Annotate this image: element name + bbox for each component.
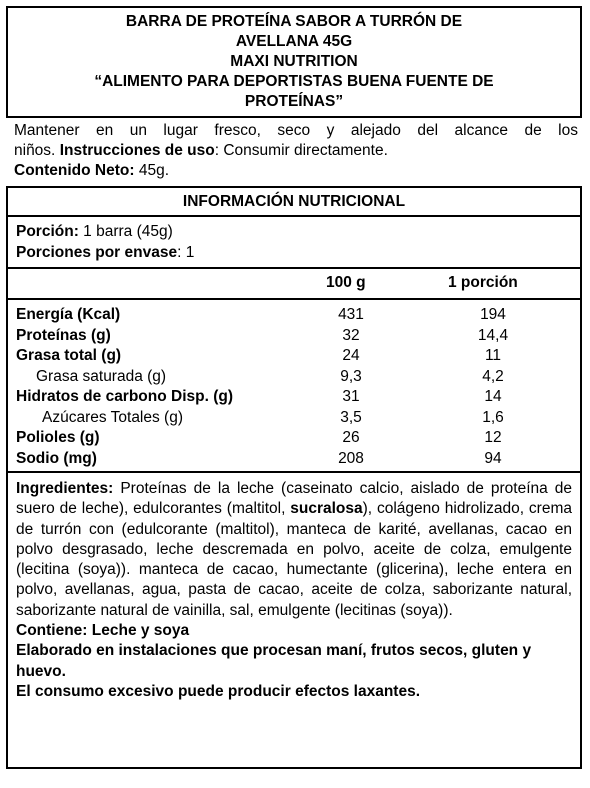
servings-label: Porciones por envase	[16, 244, 178, 261]
nutrient-label: Sodio (mg)	[16, 449, 97, 467]
table-row	[8, 449, 580, 470]
value-100g: 9,3	[340, 367, 362, 385]
nutrient-label: Grasa total (g)	[16, 347, 122, 364]
value-portion: 4,2	[482, 367, 504, 385]
value-portion: 11	[484, 347, 502, 364]
value-portion: 14,4	[477, 326, 509, 344]
table-row	[8, 326, 580, 347]
value-100g: 208	[338, 449, 364, 467]
nutrition-rows	[8, 300, 580, 473]
nutrient-label: Polioles (g)	[16, 429, 100, 446]
nutrient-label: Energía (Kcal)	[16, 306, 121, 323]
value-portion: 14	[484, 388, 502, 405]
allergen-facility-warning: Elaborado en instalaciones que procesan maní, frutos secos, gluten y huevo.	[16, 642, 532, 680]
value-100g: 31	[342, 388, 360, 405]
ingredients-label: Ingredientes:	[16, 480, 114, 497]
value-100g: 24	[342, 347, 360, 364]
net-content	[14, 161, 578, 181]
table-row	[8, 428, 580, 449]
ingredients-text-b: ), colágeno hidrolizado, crema de turrón con (edulcorante (maltitol), manteca de karité, avellanas, cacao en polvo desgrasado, leche descremada en polvo, aceite de colza, emulgente (lecitina (soya)). manteca de cacao, humectante (glicerina), leche entera en polvo, avellanas, agua, pasta de cacao, aceite de colza, saborizante natural, saborizante natural de vainilla, sal, emulgente (lecitinas (soya)).	[16, 500, 572, 619]
table-row	[8, 367, 580, 388]
portion-size	[16, 221, 572, 242]
product-claim-line-1: “ALIMENTO PARA DEPORTISTAS BUENA FUENTE DE	[94, 73, 494, 90]
nutrient-label: Proteínas (g)	[16, 326, 111, 344]
product-name-line-1: BARRA DE PROTEÍNA SABOR A TURRÓN DE	[125, 13, 463, 30]
product-claim-line-2: PROTEÍNAS”	[244, 93, 344, 110]
servings-value: : 1	[177, 244, 195, 261]
usage-text: : Consumir directamente.	[214, 142, 388, 159]
ingredients-list	[16, 479, 572, 621]
servings-per-pack	[16, 242, 572, 263]
portion-label: Porción:	[16, 223, 79, 240]
nutrition-table	[6, 186, 582, 473]
value-100g: 32	[342, 326, 360, 344]
net-content-label: Contenido Neto:	[14, 162, 135, 179]
value-portion: 1,6	[482, 408, 504, 426]
storage-text: Mantener en un lugar fresco, seco y alejado del alcance de los	[14, 122, 578, 139]
nutrient-label: Hidratos de carbono Disp. (g)	[16, 388, 234, 405]
table-row	[8, 387, 580, 408]
storage-text-end: niños.	[14, 142, 56, 159]
table-row	[8, 305, 580, 326]
column-header-portion: 1 porción	[448, 274, 518, 291]
table-row	[8, 346, 580, 367]
table-row	[8, 408, 580, 429]
product-name-line-2: AVELLANA 45G	[235, 33, 353, 50]
laxative-warning: El consumo excesivo puede producir efectos laxantes.	[16, 682, 420, 700]
product-title-box	[6, 6, 582, 118]
net-content-value: 45g.	[134, 162, 170, 179]
ingredients-text-a: Proteínas de la leche (caseinato calcio, aislado de proteína de suero de leche), edulcorantes (maltitol,	[16, 480, 572, 518]
portion-value: 1 barra (45g)	[78, 223, 173, 240]
value-portion: 12	[484, 429, 502, 446]
nutrition-heading: INFORMACIÓN NUTRICIONAL	[8, 188, 580, 217]
usage-label: Instrucciones de uso	[59, 142, 215, 159]
nutrition-column-headers	[8, 269, 580, 300]
value-portion: 194	[480, 306, 506, 323]
nutrient-label: Azúcares Totales (g)	[42, 408, 183, 426]
brand-name: MAXI NUTRITION	[230, 53, 358, 70]
ingredients-box	[6, 473, 582, 769]
portion-info	[8, 217, 580, 269]
column-header-100g: 100 g	[326, 274, 366, 291]
value-portion: 94	[484, 449, 502, 467]
value-100g: 26	[342, 429, 360, 446]
nutrition-label-sheet	[6, 6, 582, 769]
storage-instructions	[6, 118, 582, 186]
value-100g: 431	[338, 306, 364, 323]
value-100g: 3,5	[340, 408, 362, 426]
ingredients-highlight: sucralosa	[290, 500, 363, 518]
usage-instructions	[14, 141, 578, 161]
nutrient-label: Grasa saturada (g)	[36, 367, 167, 385]
allergen-contains: Contiene: Leche y soya	[16, 622, 190, 640]
